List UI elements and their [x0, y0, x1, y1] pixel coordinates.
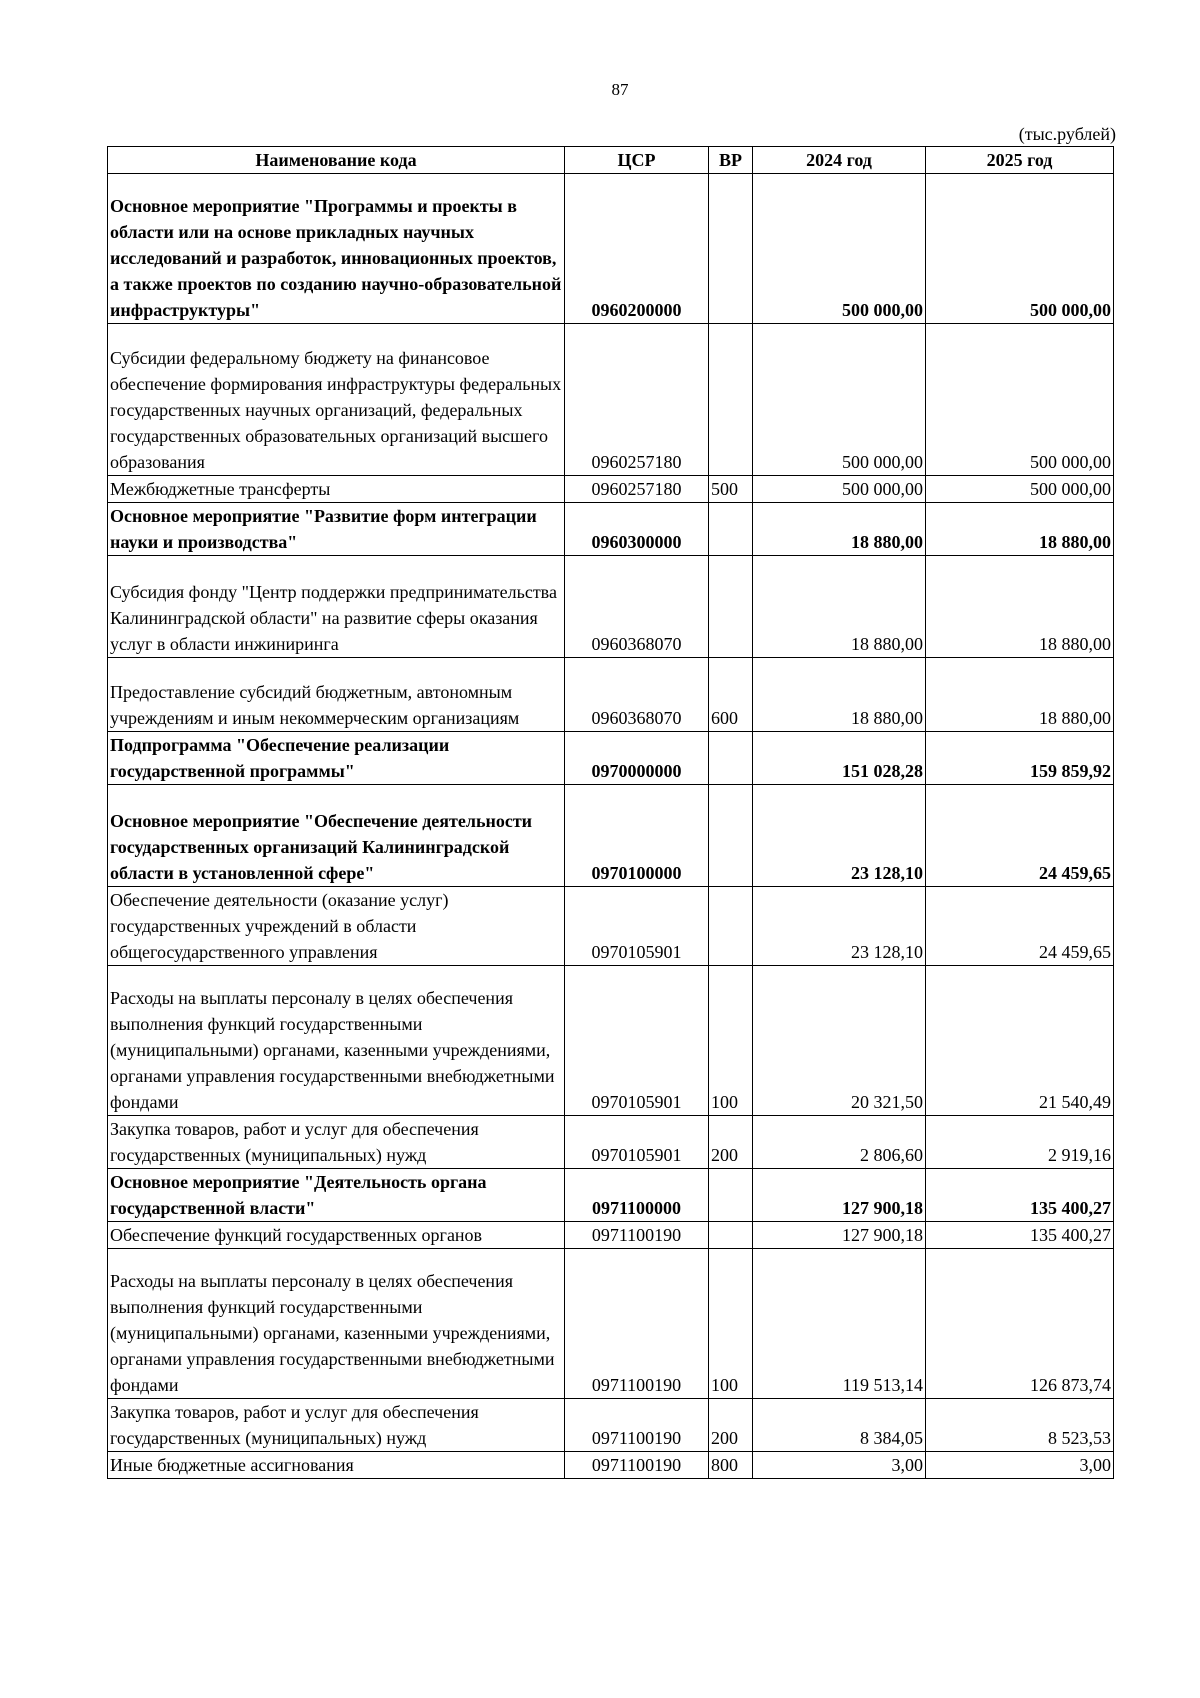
row-2024: 119 513,14 [753, 1249, 926, 1399]
table-row [108, 732, 1114, 785]
table-row [108, 1399, 1114, 1452]
row-vr [709, 732, 753, 785]
row-name: Закупка товаров, работ и услуг для обеспечения государственных (муниципальных) нужд [108, 1399, 565, 1452]
row-2024: 127 900,18 [753, 1222, 926, 1249]
row-2025: 500 000,00 [926, 174, 1114, 324]
row-vr: 800 [709, 1452, 753, 1479]
row-csr: 0970105901 [565, 1116, 709, 1169]
row-name: Субсидия фонду "Центр поддержки предпринимательства Калининградской области" на развитие сферы оказания услуг в области инжиниринга [108, 556, 565, 658]
row-vr [709, 174, 753, 324]
row-name: Основное мероприятие "Обеспечение деятельности государственных организаций Калининградской области в установленной сфере" [108, 785, 565, 887]
row-csr: 0960257180 [565, 476, 709, 503]
row-2025: 18 880,00 [926, 658, 1114, 732]
table-row [108, 1249, 1114, 1399]
table-row [108, 1169, 1114, 1222]
table-row [108, 503, 1114, 556]
row-2024: 500 000,00 [753, 476, 926, 503]
row-name: Основное мероприятие "Развитие форм интеграции науки и производства" [108, 503, 565, 556]
table-row [108, 1452, 1114, 1479]
row-vr [709, 503, 753, 556]
units-label: (тыс.рублей) [1018, 124, 1116, 144]
row-csr: 0970105901 [565, 966, 709, 1116]
row-2025: 24 459,65 [926, 887, 1114, 966]
row-2024: 20 321,50 [753, 966, 926, 1116]
table-row [108, 324, 1114, 476]
row-2024: 18 880,00 [753, 503, 926, 556]
row-vr: 200 [709, 1399, 753, 1452]
row-name: Предоставление субсидий бюджетным, автономным учреждениям и иным некоммерческим организациям [108, 658, 565, 732]
row-name: Расходы на выплаты персоналу в целях обеспечения выполнения функций государственными (муниципальными) органами, казенными учреждениями, органами управления государственными внебюджетными фондами [108, 966, 565, 1116]
row-csr: 0960257180 [565, 324, 709, 476]
row-name: Подпрограмма "Обеспечение реализации государственной программы" [108, 732, 565, 785]
row-csr: 0971100190 [565, 1222, 709, 1249]
row-2025: 159 859,92 [926, 732, 1114, 785]
table-row [108, 556, 1114, 658]
row-name: Обеспечение функций государственных органов [108, 1222, 565, 1249]
row-2025: 135 400,27 [926, 1222, 1114, 1249]
row-vr [709, 324, 753, 476]
table-row [108, 887, 1114, 966]
budget-table [107, 146, 1114, 1479]
row-2024: 127 900,18 [753, 1169, 926, 1222]
row-2024: 500 000,00 [753, 324, 926, 476]
table-row [108, 1116, 1114, 1169]
table-row [108, 785, 1114, 887]
row-vr: 200 [709, 1116, 753, 1169]
row-csr: 0971100190 [565, 1249, 709, 1399]
table-header-row [108, 147, 1114, 174]
row-vr: 100 [709, 966, 753, 1116]
row-2024: 3,00 [753, 1452, 926, 1479]
row-name: Субсидии федеральному бюджету на финансовое обеспечение формирования инфраструктуры федеральных государственных научных организаций, федеральных государственных образовательных организаций высшего образования [108, 324, 565, 476]
row-vr: 100 [709, 1249, 753, 1399]
row-2024: 8 384,05 [753, 1399, 926, 1452]
row-csr: 0971100190 [565, 1399, 709, 1452]
row-csr: 0960200000 [565, 174, 709, 324]
row-csr: 0970105901 [565, 887, 709, 966]
row-name: Иные бюджетные ассигнования [108, 1452, 565, 1479]
row-csr: 0960368070 [565, 658, 709, 732]
row-2024: 23 128,10 [753, 887, 926, 966]
header-2024: 2024 год [753, 147, 926, 174]
row-vr [709, 785, 753, 887]
row-name: Расходы на выплаты персоналу в целях обеспечения выполнения функций государственными (муниципальными) органами, казенными учреждениями, органами управления государственными внебюджетными фондами [108, 1249, 565, 1399]
row-csr: 0960300000 [565, 503, 709, 556]
row-2025: 135 400,27 [926, 1169, 1114, 1222]
row-2024: 151 028,28 [753, 732, 926, 785]
row-csr: 0960368070 [565, 556, 709, 658]
row-vr [709, 1169, 753, 1222]
row-2025: 126 873,74 [926, 1249, 1114, 1399]
row-2025: 3,00 [926, 1452, 1114, 1479]
row-2025: 500 000,00 [926, 324, 1114, 476]
row-2025: 24 459,65 [926, 785, 1114, 887]
table-row [108, 476, 1114, 503]
table-row [108, 1222, 1114, 1249]
header-2025: 2025 год [926, 147, 1114, 174]
row-2024: 18 880,00 [753, 658, 926, 732]
row-name: Межбюджетные трансферты [108, 476, 565, 503]
row-csr: 0970100000 [565, 785, 709, 887]
row-name: Закупка товаров, работ и услуг для обеспечения государственных (муниципальных) нужд [108, 1116, 565, 1169]
row-vr: 500 [709, 476, 753, 503]
row-2025: 8 523,53 [926, 1399, 1114, 1452]
row-2024: 23 128,10 [753, 785, 926, 887]
row-2025: 21 540,49 [926, 966, 1114, 1116]
row-2025: 500 000,00 [926, 476, 1114, 503]
page-number: 87 [611, 80, 629, 99]
header-vr: ВР [709, 147, 753, 174]
row-name: Основное мероприятие "Программы и проекты в области или на основе прикладных научных исследований и разработок, инновационных проектов, а также проектов по созданию научно-образовательной инфраструктуры" [108, 174, 565, 324]
row-vr [709, 556, 753, 658]
row-csr: 0970000000 [565, 732, 709, 785]
row-vr [709, 887, 753, 966]
row-csr: 0971100190 [565, 1452, 709, 1479]
row-2025: 2 919,16 [926, 1116, 1114, 1169]
table-row [108, 658, 1114, 732]
row-2024: 18 880,00 [753, 556, 926, 658]
header-name: Наименование кода [108, 147, 565, 174]
row-2025: 18 880,00 [926, 503, 1114, 556]
row-name: Обеспечение деятельности (оказание услуг) государственных учреждений в области общегосударственного управления [108, 887, 565, 966]
row-2024: 500 000,00 [753, 174, 926, 324]
row-vr: 600 [709, 658, 753, 732]
table-row [108, 966, 1114, 1116]
row-name: Основное мероприятие "Деятельность органа государственной власти" [108, 1169, 565, 1222]
header-csr: ЦСР [565, 147, 709, 174]
row-vr [709, 1222, 753, 1249]
table-row [108, 174, 1114, 324]
row-csr: 0971100000 [565, 1169, 709, 1222]
row-2024: 2 806,60 [753, 1116, 926, 1169]
row-2025: 18 880,00 [926, 556, 1114, 658]
